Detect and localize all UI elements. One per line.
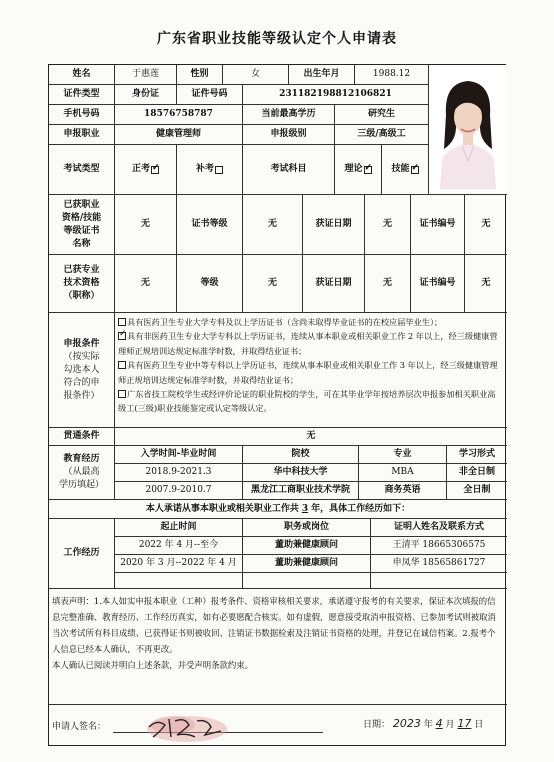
value-name: 于惠莲 (115, 65, 177, 85)
work-row-2-reference: 申凤华 18565861727 (371, 555, 507, 573)
label-occupation: 申报职业 (49, 125, 115, 145)
work-row-empty-reference (371, 573, 507, 589)
label-phone: 手机号码 (49, 105, 115, 125)
edu-row-2-major: 商务英语 (359, 482, 447, 500)
form-title: 广东省职业技能等级认定个人申请表 (157, 31, 397, 47)
theory-checkbox[interactable] (364, 166, 372, 174)
date-label: 日期： (363, 720, 391, 730)
edu-row-1-mode: 非全日制 (447, 464, 507, 482)
value-id-type: 身份证 (115, 85, 177, 105)
label-conditions-line2: （按实际 (63, 351, 100, 362)
option-theory[interactable] (335, 145, 382, 195)
date-field[interactable] (363, 717, 483, 730)
label-through-condition: 贯通条件 (49, 428, 115, 446)
label-conditions-line5: 报条件） (63, 390, 100, 401)
label-birth: 出生年月 (289, 65, 355, 85)
label-qualification-cert-line4: 名称 (72, 238, 91, 249)
label-qualification-cert (49, 195, 115, 255)
value-technical-title: 无 (115, 255, 177, 313)
date-day: 17 (457, 717, 472, 730)
label-conditions-line4: 符合的申 (63, 377, 100, 388)
option-makeup-label: 补考 (195, 164, 214, 174)
work-row-1-period: 2022 年 4 月--至今 (115, 537, 243, 555)
condition-item[interactable] (118, 329, 503, 358)
work-row-1-position: 董助兼健康顾问 (243, 537, 371, 555)
label-technical-title-line2: 技术资格 (63, 278, 100, 288)
label-level: 申报级别 (243, 125, 335, 145)
label-cert-no: 证书编号 (411, 195, 465, 255)
label-education: 当前最高学历 (243, 105, 335, 125)
value-cert-level: 无 (243, 195, 303, 255)
makeup-exam-checkbox[interactable] (215, 166, 223, 174)
label-exam-subject: 考试科目 (243, 145, 335, 195)
value-cert-name: 无 (115, 195, 177, 255)
value-birth: 1988.12 (355, 65, 429, 85)
work-header-period: 起止时间 (115, 519, 243, 537)
application-form (48, 64, 506, 746)
condition-item[interactable] (118, 358, 503, 387)
work-row-empty-period (115, 573, 243, 589)
label-work-history: 工作经历 (49, 519, 115, 589)
date-year: 2023 (392, 717, 421, 730)
label-id-no: 证件号码 (177, 85, 243, 105)
option-skill-label: 技能 (391, 164, 410, 174)
edu-row-1-period: 2018.9-2021.3 (115, 464, 243, 482)
label-cert-no-2: 证书编号 (411, 255, 465, 313)
label-qualification-cert-line1: 已获职业 (63, 199, 100, 210)
condition-text-4: 广东省技工院校学生或经评价论证的职业院校的学生，可在其毕业学年按培养层次申报参加相关职业高级工(三级)职业技能鉴定或认定等级认定。 (118, 389, 496, 414)
condition-text-3: 具有医药卫生专业中等专科以上学历证书，连续从事本职业或相关职业工作 3 年以上，经三级健康管理师正规培训达规定标准学时数，并取得结业证书； (118, 360, 498, 385)
edu-header-mode: 学习形式 (447, 446, 507, 464)
label-qualification-cert-line3: 等级证书 (63, 225, 100, 236)
skill-checkbox[interactable] (411, 166, 419, 174)
edu-row-2-mode: 全日制 (447, 482, 507, 500)
label-id-type: 证件类型 (49, 85, 115, 105)
value-grade: 无 (243, 255, 303, 313)
edu-header-major: 专业 (359, 446, 447, 464)
work-header-reference: 证明人姓名及联系方式 (371, 519, 507, 537)
value-award-date-2: 无 (365, 255, 411, 313)
value-through-condition: 无 (115, 428, 507, 446)
label-qualification-cert-line2: 资格/技能 (61, 212, 102, 223)
label-award-date: 获证日期 (303, 195, 365, 255)
edu-row-1-major: MBA (359, 464, 447, 482)
work-years: 3 (301, 503, 309, 514)
work-commitment (49, 500, 507, 519)
condition-item[interactable] (118, 315, 503, 329)
label-name: 姓名 (49, 65, 115, 85)
work-row-2-period: 2020 年 3 月--2022 年 4 月 (115, 555, 243, 573)
value-award-date: 无 (365, 195, 411, 255)
condition-checkbox-4[interactable] (118, 390, 126, 398)
option-regular-exam[interactable] (115, 145, 177, 195)
work-row-1-reference: 王清平 18665306575 (371, 537, 507, 555)
edu-header-school: 院校 (243, 446, 359, 464)
edu-header-period: 入学时间-毕业时间 (115, 446, 243, 464)
label-exam-type: 考试类型 (49, 145, 115, 195)
applicant-photo (429, 65, 507, 195)
label-gender: 性别 (177, 65, 223, 85)
label-technical-title (49, 255, 115, 313)
condition-checkbox-1[interactable] (118, 318, 126, 326)
declaration (49, 589, 507, 705)
label-education-history-line1: 教育经历 (63, 454, 100, 464)
condition-text-2: 具有非医药卫生专业大学专科以上学历证书，连续从事本职业或相关职业工作 2 年以上，经三级健康管理师正规培训达规定标准学时数，并取得结业证书； (118, 331, 498, 356)
conditions-list (115, 313, 507, 428)
condition-item[interactable] (118, 387, 503, 416)
date-month-unit: 月 (445, 720, 455, 730)
label-conditions-line1: 申报条件 (63, 338, 100, 349)
handwritten-signature (129, 711, 239, 745)
date-day-unit: 日 (474, 720, 484, 730)
condition-checkbox-2[interactable] (118, 332, 126, 340)
date-month: 4 (435, 717, 443, 730)
value-education: 研究生 (335, 105, 429, 125)
work-row-2-position: 董助兼健康顾问 (243, 555, 371, 573)
label-technical-title-line1: 已获专业 (63, 265, 100, 275)
condition-checkbox-3[interactable] (118, 361, 126, 369)
signature-label: 申请人签名： (52, 722, 107, 732)
option-skill[interactable] (382, 145, 429, 195)
option-theory-label: 理论 (344, 164, 363, 174)
edu-row-1-school: 华中科技大学 (243, 464, 359, 482)
declaration-text: 填表声明：1.本人如实申报本职业（工种）报考条件、资格审核相关要求，承诺遵守报考的有关要求，保证本次填报的信息完整准确、教育经历、工作经历真实，如有必要愿配合核实。如有虚假，愿意接受取消申报资格、已参加考试则被取消当次考试所有科目成绩、已获得证书则被收回、注销证书数据检索及注销证书资格的处理，并登记在诚信档案。2.报考个人信息已经本人确认，不再更改。 (52, 596, 496, 654)
label-education-history-line3: 学历填起） (58, 480, 104, 490)
label-grade: 等级 (177, 255, 243, 313)
condition-text-1: 具有医药卫生专业大学专科及以上学历证书（含尚未取得毕业证书的在校应届毕业生）； (127, 317, 443, 327)
date-year-unit: 年 (423, 720, 433, 730)
value-cert-no-2: 无 (465, 255, 507, 313)
label-award-date-2: 获证日期 (303, 255, 365, 313)
regular-exam-checkbox[interactable] (151, 166, 159, 174)
work-commitment-suffix: 年，具体工作经历如下： (311, 503, 411, 514)
value-level: 三级/高级工 (335, 125, 429, 145)
edu-row-2-school: 黑龙江工商职业技术学院 (243, 482, 359, 500)
declaration-confirm: 本人确认已阅读并明白上述条款，并受声明条款约束。 (52, 660, 253, 670)
label-conditions-line3: 勾选本人 (63, 364, 100, 375)
label-technical-title-line3: （职称） (63, 291, 100, 301)
edu-row-2-period: 2007.9-2010.7 (115, 482, 243, 500)
label-conditions (49, 313, 115, 428)
option-makeup-exam[interactable] (177, 145, 243, 195)
value-phone: 18576758787 (115, 105, 243, 125)
portrait-image (436, 71, 500, 189)
work-row-empty-position (243, 573, 371, 589)
value-occupation: 健康管理师 (115, 125, 243, 145)
value-gender: 女 (223, 65, 289, 85)
label-education-history-line2: （从最高 (63, 467, 100, 477)
value-cert-no: 无 (465, 195, 507, 255)
work-header-position: 职务或岗位 (243, 519, 371, 537)
label-cert-level: 证书等级 (177, 195, 243, 255)
label-education-history (49, 446, 115, 500)
signature-area (49, 705, 507, 747)
work-commitment-prefix: 本人承诺从事本职业或相关职业工作共 (145, 503, 299, 514)
value-id-no: 231182198812106821 (243, 85, 429, 105)
option-regular-label: 正考 (131, 164, 150, 174)
